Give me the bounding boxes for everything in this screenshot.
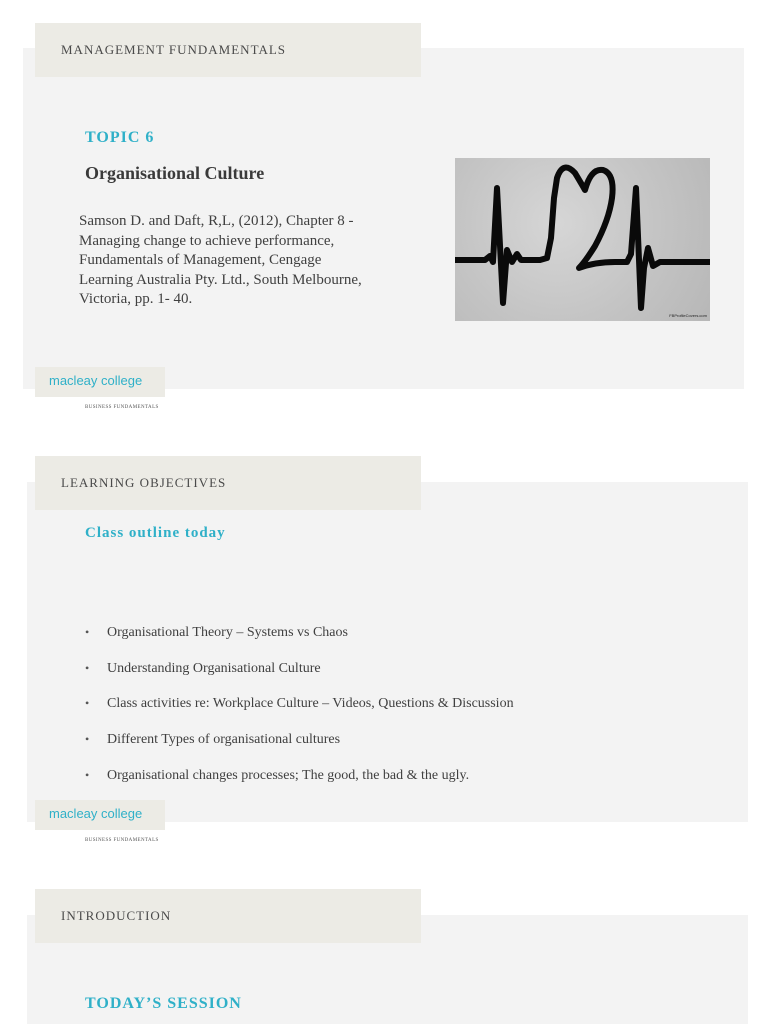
list-item	[85, 661, 514, 697]
bullet-icon: •	[85, 732, 90, 747]
slide-2-header: LEARNING OBJECTIVES	[61, 475, 227, 490]
bullet-icon: •	[85, 767, 90, 782]
list-item	[85, 625, 514, 661]
list-item-text: Class activities re: Workplace Culture – Videos, Questions & Discussion	[107, 696, 514, 712]
logo-subtitle: BUSINESS FUNDAMENTALS	[85, 838, 159, 843]
macleay-college-logo: macleay college	[35, 800, 165, 830]
heartbeat-heart-icon	[455, 158, 710, 321]
heartbeat-image	[455, 158, 710, 321]
list-item-text: Organisational Theory – Systems vs Chaos	[107, 625, 348, 640]
bullet-icon: •	[85, 696, 90, 711]
slide-2-subtitle: Class outline today	[85, 525, 226, 541]
topic-label: TOPIC 6	[85, 129, 155, 146]
citation-line: Samson D. and Daft, R,L, (2012), Chapter 8 -	[79, 213, 354, 229]
list-item-text: Organisational changes processes; The good, the bad & the ugly.	[107, 767, 470, 783]
slide-3-subtitle: TODAY’S SESSION	[85, 995, 242, 1012]
bullet-icon: •	[85, 625, 90, 639]
slide-3-header: INTRODUCTION	[61, 908, 172, 923]
slide-1-title: Organisational Culture	[85, 163, 265, 183]
logo-subtitle: BUSINESS FUNDAMENTALS	[85, 405, 159, 410]
citation-line: Managing change to achieve performance,	[79, 232, 335, 249]
macleay-college-logo: macleay college	[35, 367, 165, 397]
citation-line: Learning Australia Pty. Ltd., South Melbourne,	[79, 271, 362, 288]
citation-line: Fundamentals of Management, Cengage	[79, 252, 322, 268]
list-item-text: Understanding Organisational Culture	[107, 660, 321, 676]
citation-line: Victoria, pp. 1- 40.	[79, 291, 193, 307]
citation-text	[79, 212, 362, 310]
list-item-text: Different Types of organisational cultures	[107, 732, 341, 748]
bullet-icon: •	[85, 660, 90, 675]
slide-1-header: MANAGEMENT FUNDAMENTALS	[61, 42, 287, 57]
list-item	[85, 768, 514, 804]
list-item	[85, 696, 514, 732]
image-watermark: FBProfileCovers.com	[669, 313, 707, 318]
objectives-list	[85, 625, 514, 803]
list-item	[85, 732, 514, 768]
